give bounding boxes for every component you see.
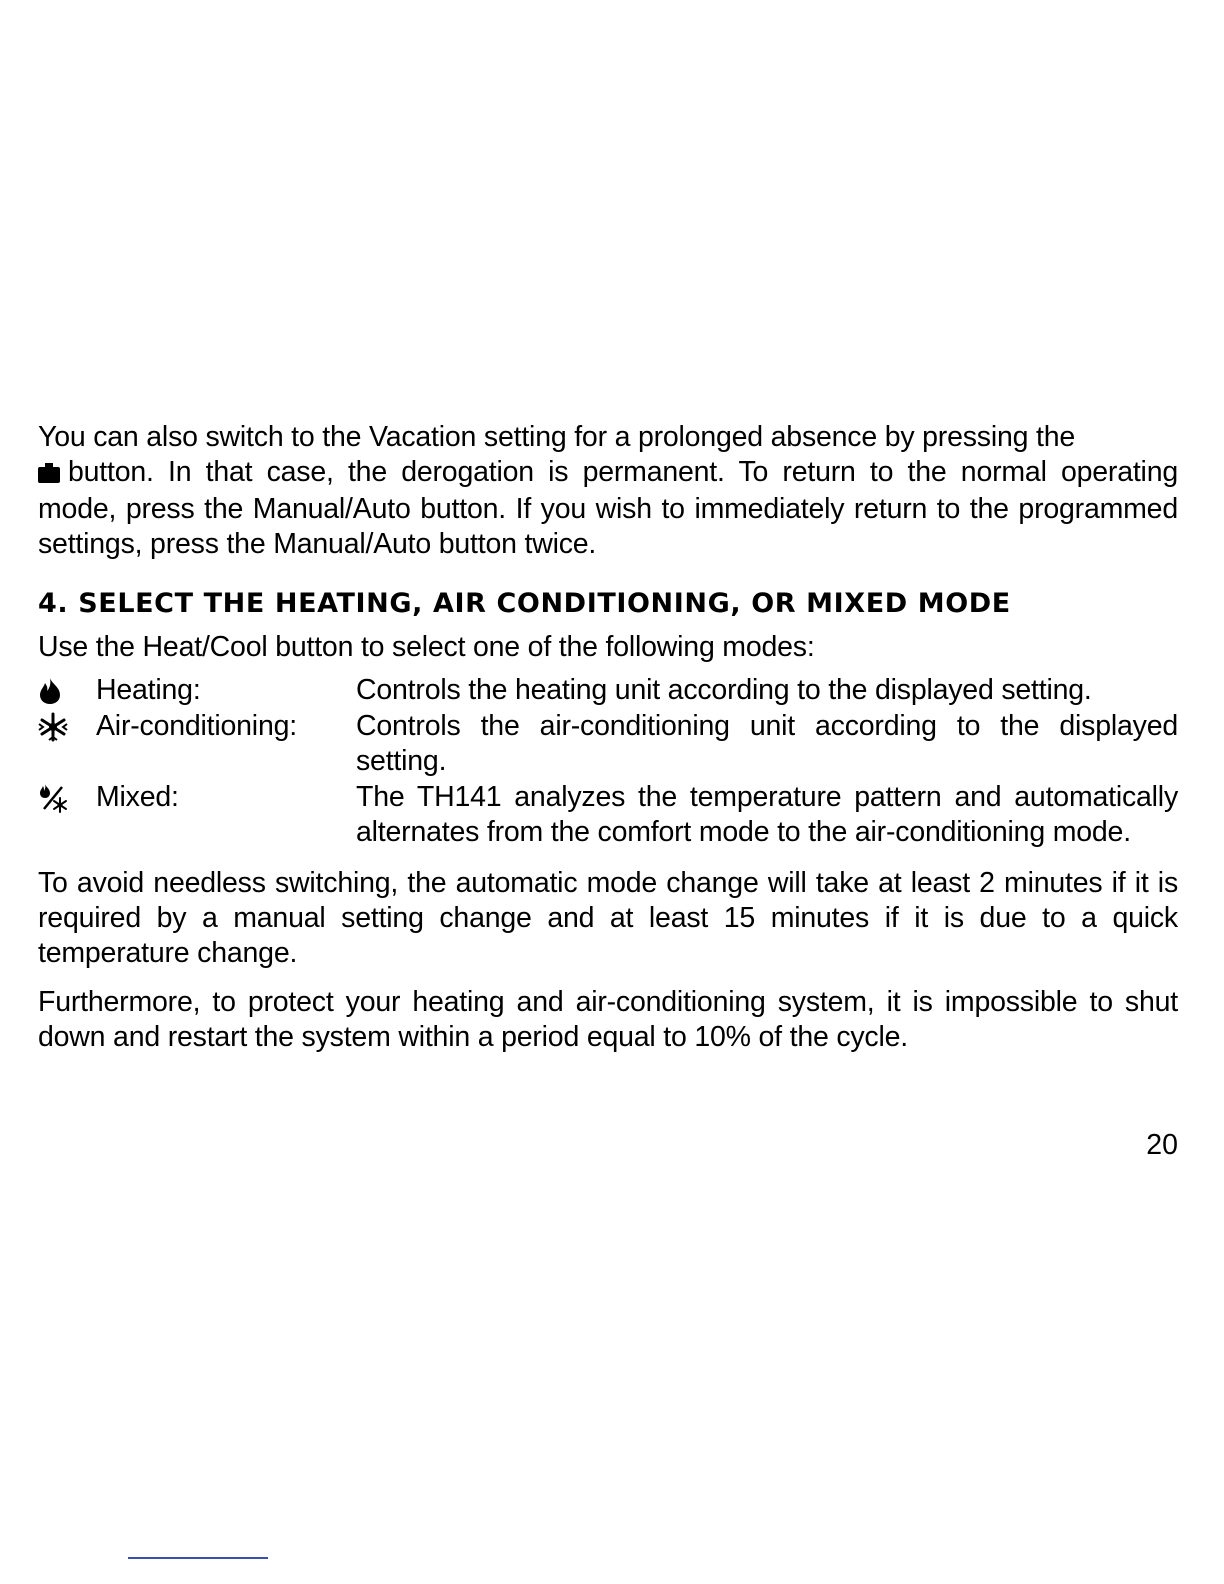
modes-intro: Use the Heat/Cool button to select one of the following modes: xyxy=(38,631,815,663)
mode-description: The TH141 analyzes the temperature pattern and automatically alternates from the comfort mode to the air-conditioning mode. xyxy=(356,781,1178,848)
section-heading: 4. SELECT THE HEATING, AIR CONDITIONING, OR MIXED MODE xyxy=(38,588,1011,619)
footer-rule xyxy=(128,1557,268,1559)
mode-description: Controls the heating unit according to the displayed setting. xyxy=(356,674,1092,706)
mode-description: Controls the air-conditioning unit according to the displayed setting. xyxy=(356,710,1178,777)
flame-icon xyxy=(38,673,96,708)
mode-label: Air-conditioning: xyxy=(96,710,297,742)
protection-paragraph: Furthermore, to protect your heating and air-conditioning system, it is impossible to shut down and restart the system within a period equal to 10% of the cycle. xyxy=(38,986,1178,1053)
vacation-paragraph xyxy=(38,420,1178,562)
mode-row-mixed xyxy=(38,780,1178,850)
mode-row-air-conditioning xyxy=(38,709,1178,779)
vacation-paragraph-rest: button. In that case, the derogation is permanent. To return to the normal operating mode, press the Manual/Auto button. If you wish to immediately return to the programmed settings, press the Manual/Auto button twice. xyxy=(38,456,1178,560)
snowflake-icon xyxy=(38,709,96,744)
mode-label: Heating: xyxy=(96,674,201,706)
modes-list xyxy=(38,673,1178,850)
suitcase-icon xyxy=(38,457,60,492)
mode-label: Mixed: xyxy=(96,781,179,813)
manual-page xyxy=(38,420,1178,1055)
switching-paragraph: To avoid needless switching, the automatic mode change will take at least 2 minutes if it is required by a manual setting change and at least 15 minutes if it is due to a quick temperature change. xyxy=(38,867,1178,969)
page-number: 20 xyxy=(1146,1129,1178,1161)
vacation-paragraph-lead: You can also switch to the Vacation setting for a prolonged absence by pressing the xyxy=(38,421,1075,453)
mixed-mode-icon xyxy=(38,780,96,815)
mode-row-heating xyxy=(38,673,1178,708)
